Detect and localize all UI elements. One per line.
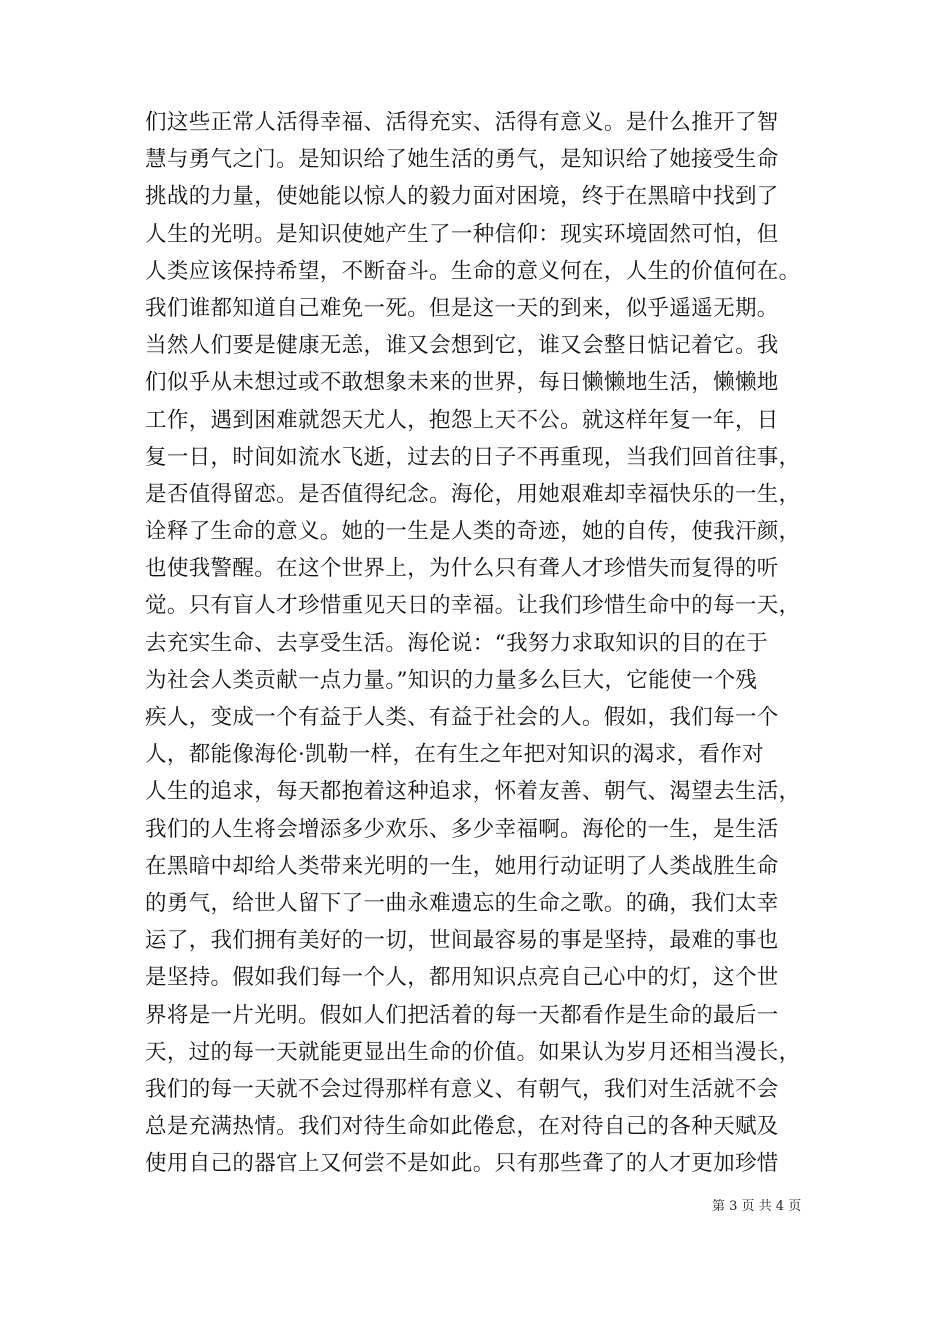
text-line: 慧与勇气之门。是知识给了她生活的勇气，是知识给了她接受生命: [145, 147, 779, 173]
text-line: 疾人，变成一个有益于人类、有益于社会的人。假如，我们每一个: [145, 705, 779, 730]
text-line: 我们的人生将会增添多少欢乐、多少幸福啊。海伦的一生，是生活: [145, 816, 779, 842]
body-text: [145, 104, 825, 1182]
text-line: 人类应该保持希望，不断奋斗。生命的意义何在，人生的价值何在。: [145, 258, 801, 284]
text-line: 人生的光明。是知识使她产生了一种信仰：现实环境固然可怕，但: [145, 221, 779, 247]
page-number-footer: 第 3 页 共 4 页: [712, 1199, 802, 1214]
text-line: 界将是一片光明。假如人们把活着的每一天都看作是生命的最后一: [145, 1002, 779, 1028]
text-line: 当然人们要是健康无恙，谁又会想到它，谁又会整日惦记着它。我: [145, 333, 779, 359]
text-line: 工作，遇到困难就怨天尤人，抱怨上天不公。就这样年复一年，日: [145, 407, 779, 433]
text-line: 使用自己的器官上又何尝不是如此。只有那些聋了的人才更加珍惜: [145, 1151, 779, 1177]
text-line: 运了，我们拥有美好的一切，世间最容易的事是坚持，最难的事也: [145, 928, 779, 954]
text-line: 挑战的力量，使她能以惊人的毅力面对困境，终于在黑暗中找到了: [145, 184, 779, 210]
text-line: 是否值得留恋。是否值得纪念。海伦，用她艰难却幸福快乐的一生，: [145, 481, 801, 507]
text-line: 我们的每一天就不会过得那样有意义、有朝气，我们对生活就不会: [145, 1076, 779, 1102]
text-line: 为社会人类贡献一点力量。”知识的力量多么巨大，它能使一个残: [145, 667, 758, 693]
text-line: 我们谁都知道自己难免一死。但是这一天的到来，似乎遥遥无期。: [145, 295, 779, 321]
text-line: 的勇气，给世人留下了一曲永难遗忘的生命之歌。的确，我们太幸: [145, 890, 779, 916]
text-line: 复一日，时间如流水飞逝，过去的日子不再重现，当我们回首往事，: [145, 444, 801, 470]
text-line: 是坚持。假如我们每一个人，都用知识点亮自己心中的灯，这个世: [145, 965, 779, 991]
text-line: 在黑暗中却给人类带来光明的一生，她用行动证明了人类战胜生命: [145, 853, 779, 879]
text-line: 觉。只有盲人才珍惜重见天日的幸福。让我们珍惜生命中的每一天，: [145, 593, 801, 619]
text-line: 天，过的每一天就能更显出生命的价值。如果认为岁月还相当漫长，: [145, 1039, 801, 1065]
text-line: 诠释了生命的意义。她的一生是人类的奇迹，她的自传，使我汗颜，: [145, 519, 801, 545]
text-line: 们这些正常人活得幸福、活得充实、活得有意义。是什么推开了智: [145, 110, 779, 135]
text-line: 们似乎从未想过或不敢想象未来的世界，每日懒懒地生活，懒懒地: [145, 370, 779, 396]
text-line: 也使我警醒。在这个世界上，为什么只有聋人才珍惜失而复得的听: [145, 556, 779, 582]
text-line: 总是充满热情。我们对待生命如此倦怠，在对待自己的各种天赋及: [145, 1114, 779, 1140]
text-line: 去充实生命、去享受生活。海伦说：“我努力求取知识的目的在于: [145, 630, 769, 656]
text-line: 人，都能像海伦·凯勒一样，在有生之年把对知识的渴求，看作对: [145, 742, 764, 768]
text-line: 人生的追求，每天都抱着这种追求，怀着友善、朝气、渴望去生活，: [145, 779, 801, 805]
